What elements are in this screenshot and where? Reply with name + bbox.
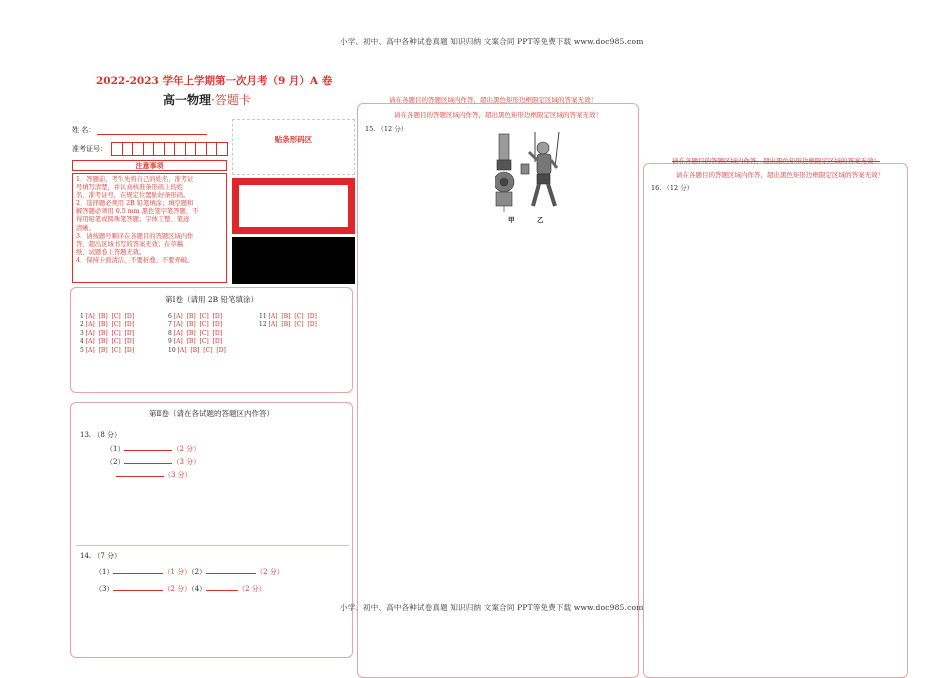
q15-fig-a-label: 甲 — [508, 216, 515, 224]
q13-part2: （2） （3 分） — [106, 458, 201, 466]
q13-line2[interactable] — [124, 456, 172, 464]
notice-line: 答，超出区域书写的答案无效；在草稿 — [76, 240, 184, 248]
name-field — [72, 125, 207, 135]
choice-options[interactable]: [A] [B] [C] [D] — [173, 329, 223, 337]
choice-number: 1 — [80, 313, 86, 320]
header-watermark: 小学、初中、高中各种试卷真题 知识归纳 文案合同 PPT等免费下载 www.doc985.com — [340, 37, 644, 46]
card-title — [163, 91, 251, 108]
choice-options[interactable]: [A] [B] [C] [D] — [85, 338, 135, 346]
choice-col-2[interactable] — [168, 313, 226, 355]
notice-line: 清晰。 — [76, 224, 95, 232]
notice-title-box — [72, 160, 227, 171]
choice-row-4[interactable] — [80, 338, 134, 346]
choice-row-12[interactable] — [259, 321, 317, 329]
marker-block — [232, 237, 355, 284]
choice-number: 4 — [80, 338, 86, 346]
choice-options[interactable]: [A] [B] [C] [D] — [85, 321, 135, 329]
choice-row-7[interactable] — [168, 321, 226, 329]
choice-number: 8 — [168, 329, 174, 337]
choice-options[interactable]: [A] [B] [C] [D] — [268, 321, 317, 329]
id-cells[interactable] — [111, 142, 228, 156]
choice-row-5[interactable] — [80, 347, 134, 355]
warning-top-middle: 请在各题目的答题区域内作答，超出黑色矩形边框限定区域的答案无效！ — [389, 96, 597, 104]
notice-box — [72, 173, 227, 283]
choice-row-2[interactable] — [80, 321, 134, 329]
choice-row-9[interactable] — [168, 338, 226, 346]
q15-figure — [495, 132, 567, 214]
q13-part1: （1） （2 分） — [106, 445, 201, 453]
subject-title: 高一物理 — [163, 93, 212, 107]
choice-number: 2 — [80, 321, 86, 329]
choice-col-1[interactable] — [80, 313, 134, 355]
subject-sep: · — [211, 93, 215, 107]
warning-inside-middle: 请在各题目的答题区域内作答，超出黑色矩形边框限定区域的答案无效！ — [394, 111, 602, 119]
warning-top-right: 请在各题目的答题区域内作答，超出黑色矩形边框限定区域的答案无效！ — [672, 157, 880, 165]
q14-line2[interactable] — [206, 566, 256, 574]
choice-options[interactable]: [A] [B] [C] [D] — [85, 329, 135, 337]
notice-title: 注意事项 — [135, 161, 164, 170]
choice-options[interactable]: [A] [B] [C] [D] — [85, 346, 135, 354]
q14-row2: （3） （2 分）（4） （2 分） — [95, 585, 266, 593]
section1-title: 第Ⅰ卷（请用 2B 铅笔填涂） — [164, 295, 258, 304]
notice-line: 3．请按题号顺序在各题目的答题区域内作 — [76, 232, 194, 240]
notice-line: 纸、试题卷上答题无效。 — [76, 248, 146, 256]
choice-options[interactable]: [A] [B] [C] [D] — [85, 313, 135, 320]
q15-fig-b-label: 乙 — [537, 216, 544, 224]
choice-number: 7 — [168, 321, 174, 329]
exam-title: 2022-2023 学年上学期第一次月考（9 月）A 卷 — [96, 75, 333, 87]
choice-number: 9 — [168, 338, 174, 346]
q13-label: 13. （8 分） — [80, 431, 122, 439]
section2-box — [70, 402, 353, 658]
section1-box — [70, 287, 353, 393]
choice-number: 5 — [80, 346, 86, 354]
q16-box — [643, 157, 908, 678]
notice-line: 2．选择题必须用 2B 铅笔填涂；填空题和 — [76, 200, 194, 208]
notice-line: 4．保持卡面清洁，不要折叠、不要弄破。 — [76, 256, 194, 264]
choice-row-8[interactable] — [168, 330, 226, 338]
q16-label: 16. （12 分） — [651, 184, 694, 192]
name-label: 姓 名： — [72, 126, 96, 134]
choice-options[interactable]: [A] [B] [C] [D] — [177, 346, 226, 354]
q14-row1: （1） （1 分）（2） （2 分） — [95, 568, 284, 576]
q14-line4[interactable] — [206, 583, 238, 591]
q15-box — [357, 103, 639, 678]
marker-frame — [232, 178, 355, 234]
id-label: 准考证号： — [72, 145, 107, 153]
notice-line: 名、准考证号，在规定位置贴好条形码。 — [76, 192, 190, 200]
barcode-area — [232, 119, 355, 175]
footer-watermark: 小学、初中、高中各种试卷真题 知识归纳 文案合同 PPT等免费下载 www.doc985.com — [340, 603, 644, 612]
q14-label: 14. （7 分） — [80, 552, 122, 560]
section2-title: 第Ⅱ卷（请在各试题的答题区内作答） — [148, 409, 275, 418]
warning-inside-right: 请在各题目的答题区域内作答，超出黑色矩形边框限定区域的答案无效！ — [676, 171, 884, 179]
choice-row-10[interactable] — [168, 347, 226, 355]
name-input-line[interactable] — [97, 126, 207, 135]
card-label: 答题卡 — [214, 93, 251, 107]
choice-number: 6 — [168, 313, 174, 320]
notice-lines — [76, 176, 223, 265]
choice-options[interactable]: [A] [B] [C] [D] — [173, 338, 223, 346]
choice-row-3[interactable] — [80, 330, 134, 338]
q13-line1[interactable] — [124, 443, 172, 451]
choice-number: 12 — [259, 321, 269, 329]
q14-line3[interactable] — [113, 583, 163, 591]
q15-label: 15. （12 分） — [365, 125, 408, 133]
id-field — [72, 142, 228, 156]
choice-options[interactable]: [A] [B] [C] [D] — [173, 321, 223, 329]
choice-options[interactable]: [A] [B] [C] [D] — [268, 313, 317, 320]
choice-col-3[interactable] — [259, 313, 317, 330]
choice-row-6[interactable] — [168, 313, 226, 321]
choice-row-1[interactable] — [80, 313, 134, 321]
notice-line: 得用铅笔或圆珠笔答题；字体工整、笔迹 — [76, 216, 190, 224]
choice-row-11[interactable] — [259, 313, 317, 321]
notice-line: 1．答题前，考生先将自己的姓名，准考证 — [76, 176, 194, 183]
barcode-label: 贴条形码区 — [274, 135, 313, 144]
q13-part3: （3 分） — [116, 469, 192, 480]
choice-options[interactable]: [A] [B] [C] [D] — [173, 313, 223, 320]
choice-number: 11 — [259, 313, 269, 320]
q13-q14-divider — [76, 545, 349, 546]
notice-line: 号填写清楚，并认真核准条形码上的姓 — [76, 184, 184, 192]
q13-line3[interactable] — [116, 469, 164, 477]
q14-line1[interactable] — [113, 566, 163, 574]
choice-number: 3 — [80, 329, 86, 337]
choice-number: 10 — [168, 346, 178, 354]
notice-line: 解答题必须用 0.5 mm 黑色签字笔答题，不 — [76, 208, 199, 216]
